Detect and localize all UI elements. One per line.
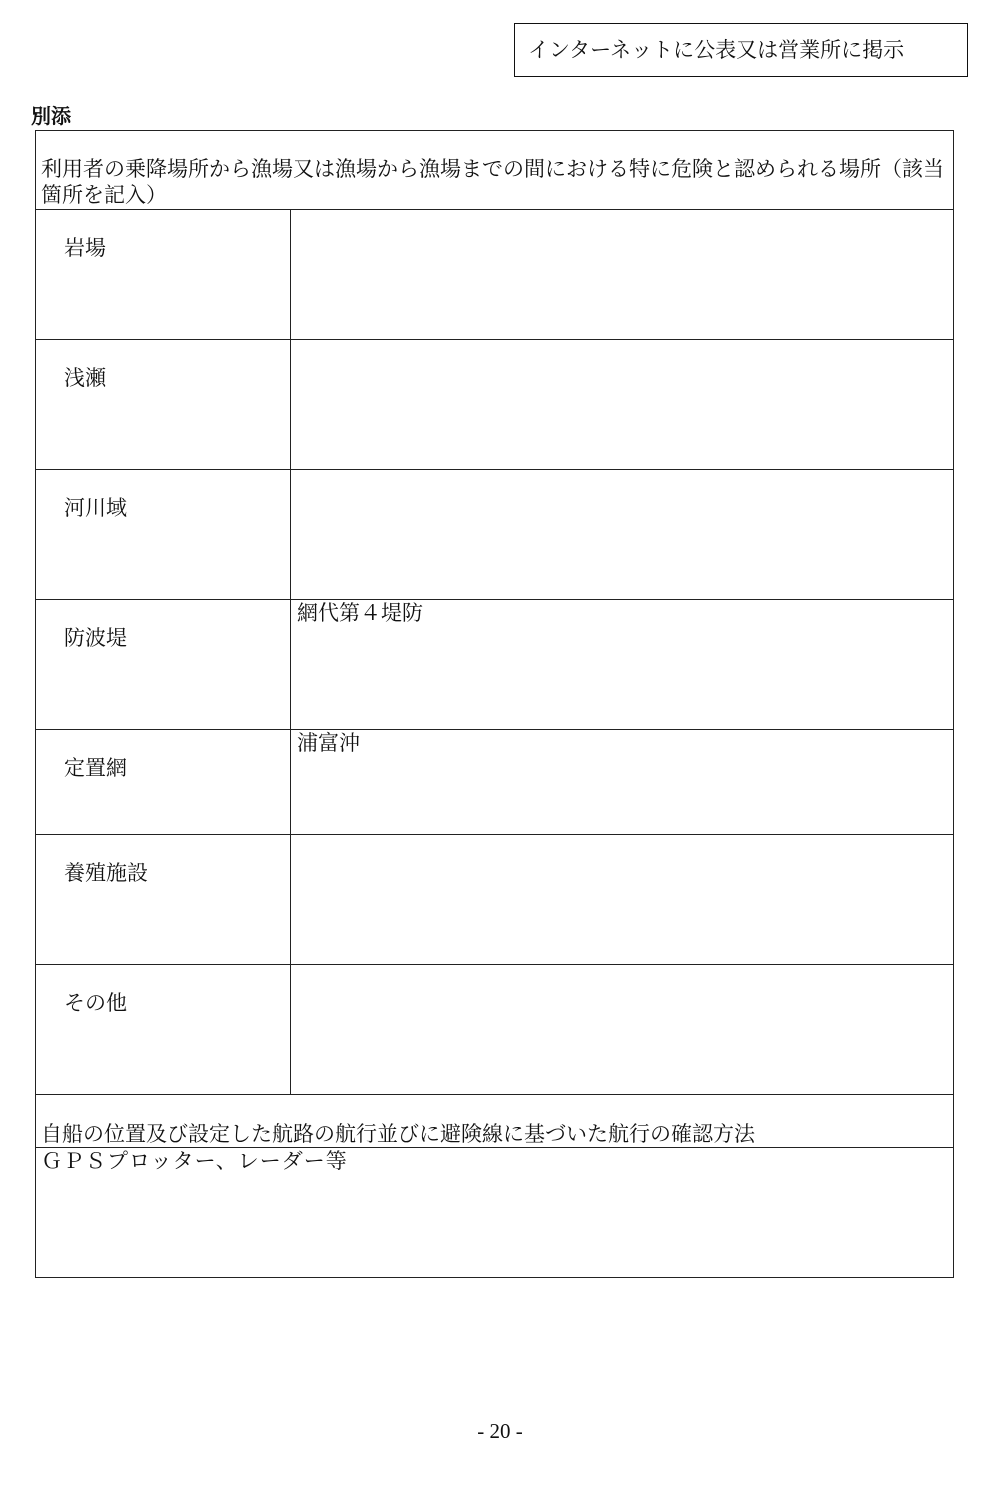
row-label-river-area: 河川域 (64, 496, 127, 520)
table-divider (35, 209, 954, 210)
row-label-aquaculture: 養殖施設 (64, 861, 148, 885)
table-divider (35, 729, 954, 730)
row-label-breakwater: 防波堤 (64, 626, 127, 650)
attachment-label: 別添 (31, 104, 71, 128)
form-table (35, 130, 954, 1278)
row-value-breakwater[interactable]: 網代第４堤防 (297, 601, 423, 625)
column-divider (290, 209, 291, 1094)
page-number: - 20 - (477, 1419, 523, 1443)
row-label-set-net: 定置網 (64, 756, 127, 780)
confirmation-method-heading: 自船の位置及び設定した航路の航行並びに避険線に基づいた航行の確認方法 (41, 1122, 755, 1146)
row-label-rocks: 岩場 (64, 236, 106, 260)
dangerous-places-heading: 利用者の乗降場所から漁場又は漁場から漁場までの間における特に危険と認められる場所（該当箇所を記入） (41, 157, 944, 207)
table-divider (35, 339, 954, 340)
row-label-other: その他 (64, 991, 127, 1015)
table-divider (35, 599, 954, 600)
table-divider (35, 834, 954, 835)
notice-box (514, 23, 968, 77)
row-label-shallows: 浅瀬 (64, 366, 106, 390)
row-value-set-net[interactable]: 浦富沖 (297, 731, 360, 755)
table-divider (35, 1094, 954, 1095)
notice-text: インターネットに公表又は営業所に掲示 (528, 38, 905, 62)
confirmation-method-value[interactable]: ＧＰＳプロッター、レーダー等 (41, 1149, 348, 1173)
table-divider (35, 469, 954, 470)
table-divider (35, 964, 954, 965)
